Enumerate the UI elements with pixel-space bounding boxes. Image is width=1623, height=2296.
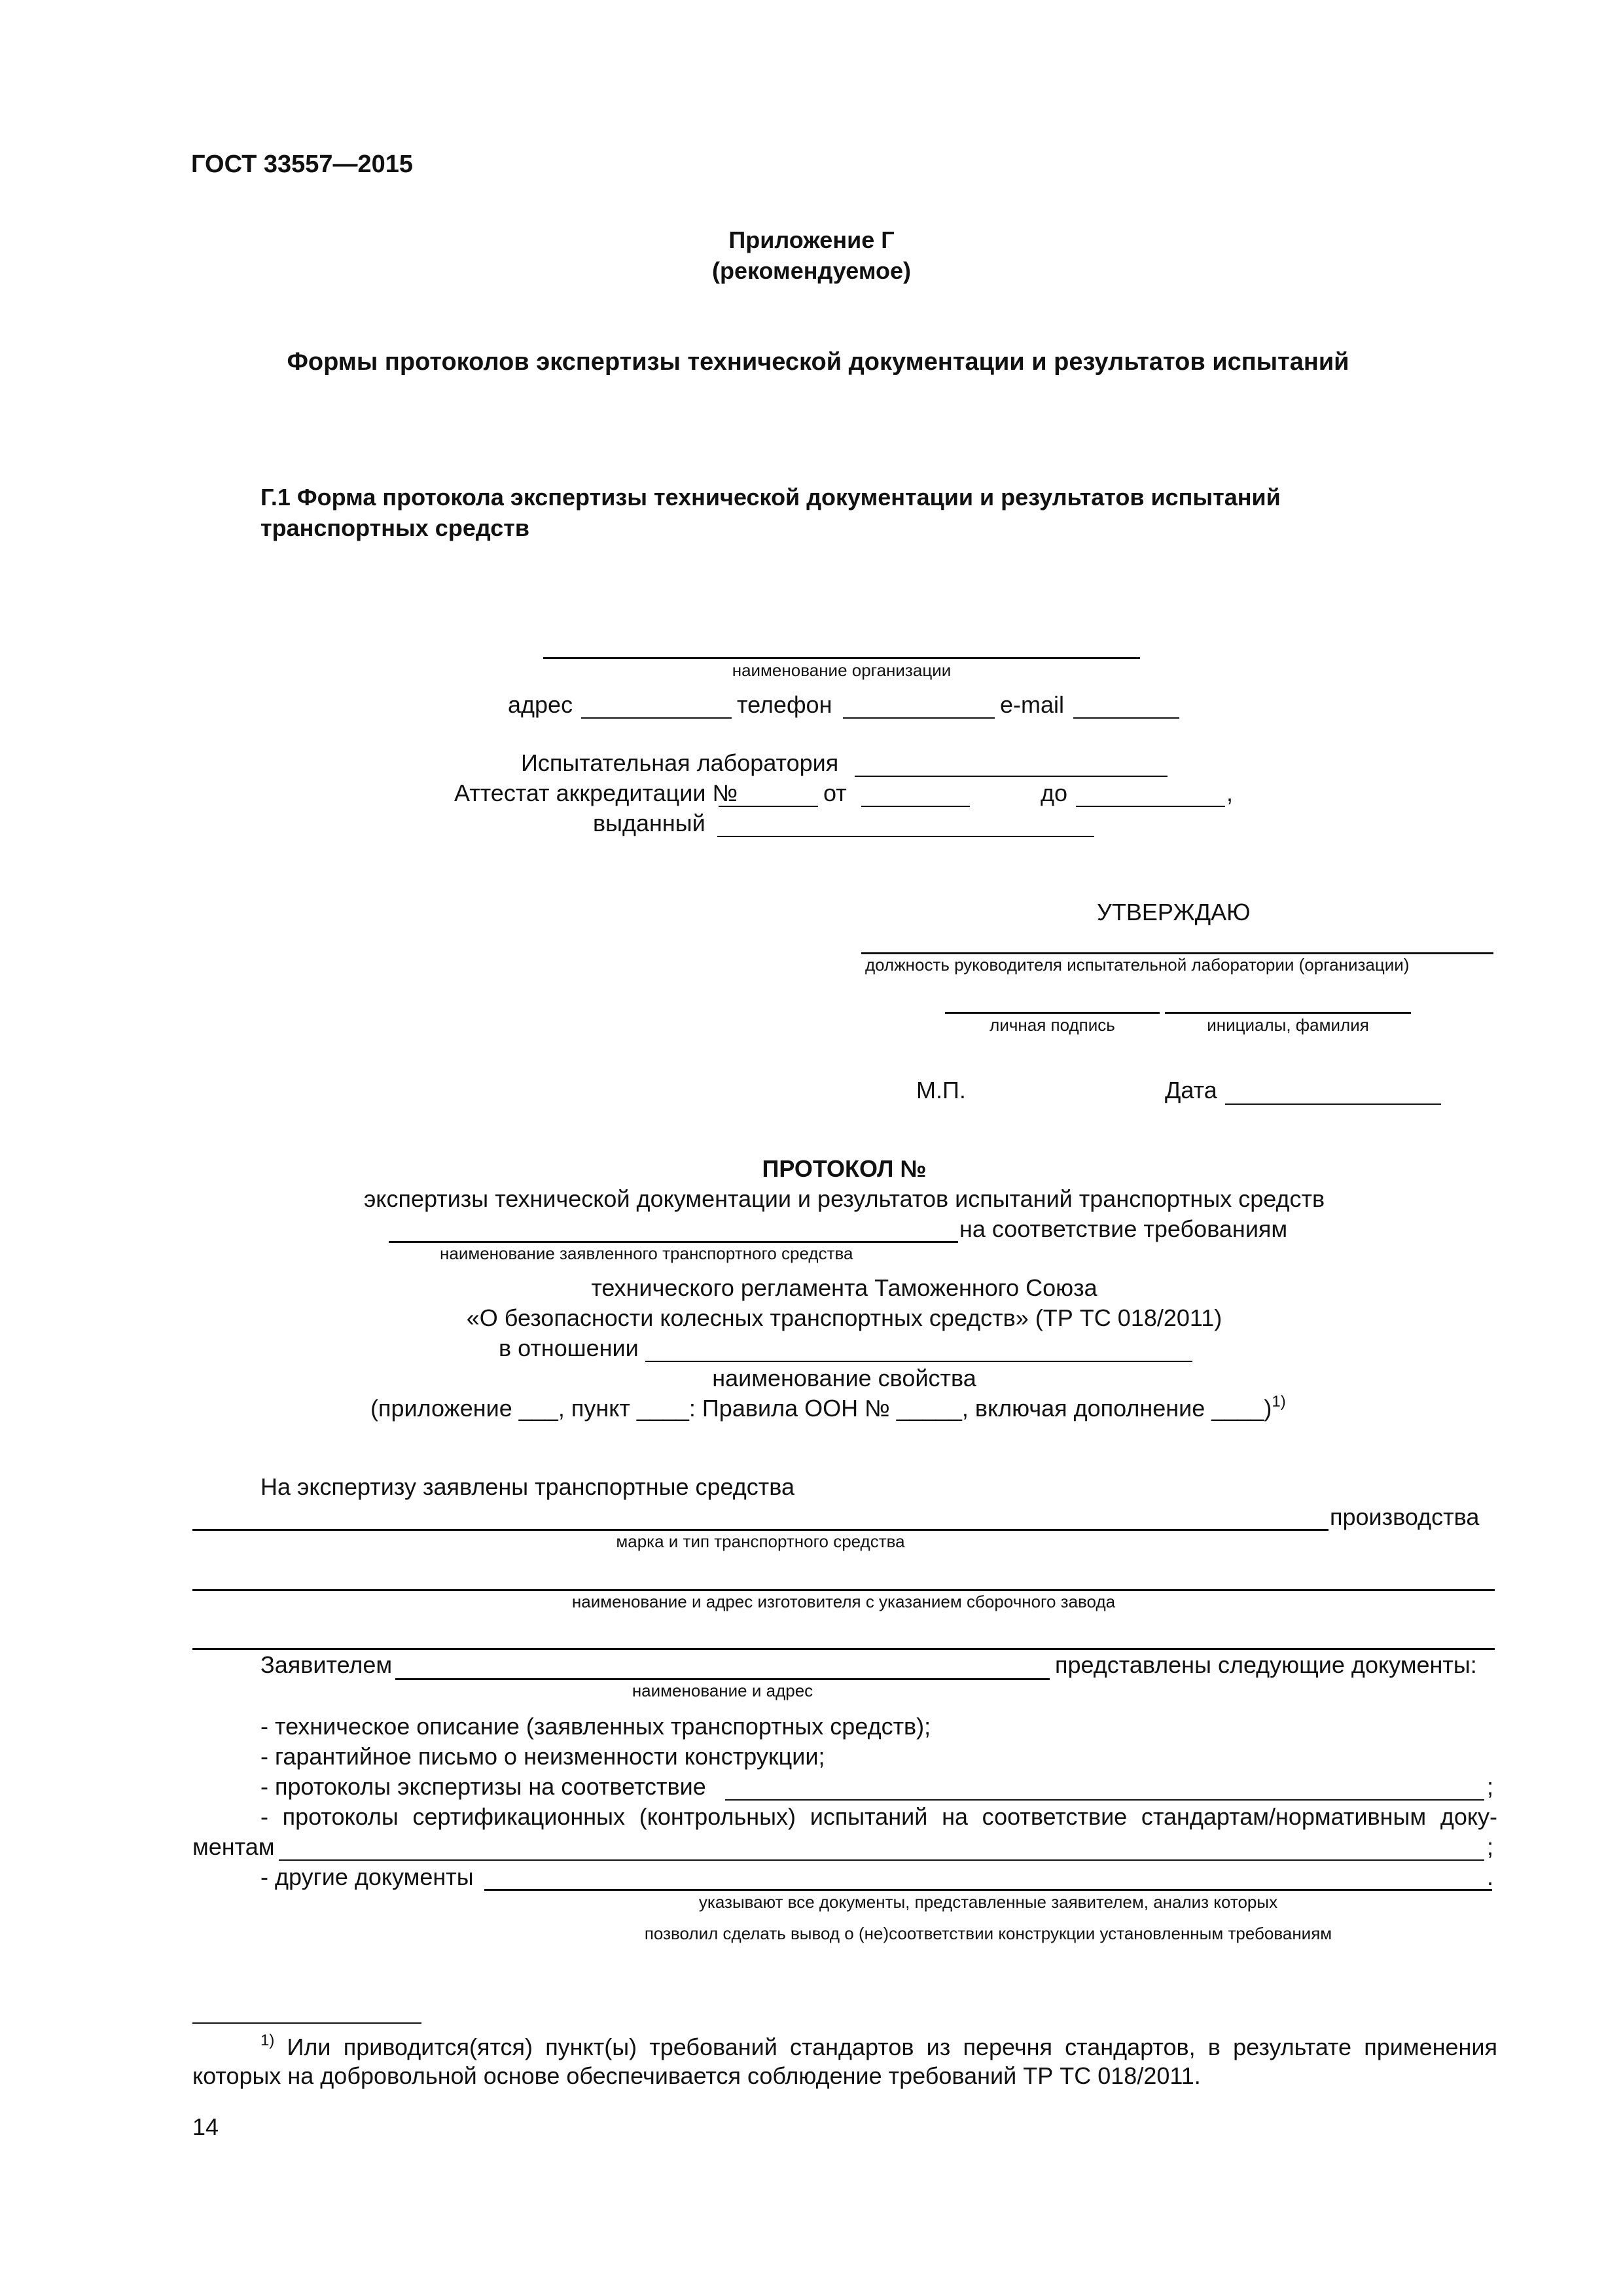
phone-field[interactable] [843, 717, 995, 719]
brand-caption: марка и тип транспортного средства [616, 1532, 905, 1551]
initials-line[interactable] [1165, 1012, 1411, 1014]
appendix-status: (рекомендуемое) [712, 257, 911, 284]
email-label: e-mail [1000, 691, 1065, 718]
issued-field[interactable] [717, 836, 1094, 837]
submitted-text: На экспертизу заявлены транспортные средства [260, 1473, 795, 1500]
vehicle-name-caption: наименование заявленного транспортного средства [440, 1244, 853, 1263]
applicant-caption: наименование и адрес [632, 1681, 813, 1700]
accreditation-from-label: от [823, 780, 847, 806]
manufacturer-caption: наименование и адрес изготовителя с указанием сборочного завода [571, 1592, 1116, 1611]
accreditation-label: Аттестат аккредитации № [454, 780, 738, 806]
main-title: Формы протоколов экспертизы технической документации и результатов испытаний [287, 348, 1349, 376]
compliance-text: на соответствие требованиям [959, 1215, 1288, 1242]
address-label: адрес [508, 691, 573, 718]
seal-label: М.П. [916, 1077, 966, 1103]
docs-caption-line1: указывают все документы, представленные заявителем, анализ которых [698, 1892, 1278, 1912]
lab-label: Испытательная лаборатория [521, 749, 839, 776]
email-field[interactable] [1073, 717, 1179, 719]
docs-provided-text: представлены следующие документы: [1055, 1651, 1477, 1678]
applicant-label: Заявителем [260, 1651, 393, 1678]
protocol-subtitle: экспертизы технической документации и результатов испытаний транспортных средств [363, 1185, 1325, 1212]
separator-line [192, 1648, 1495, 1650]
production-text: производства [1330, 1503, 1480, 1530]
date-field[interactable] [1225, 1103, 1441, 1105]
regarding-label: в отношении [499, 1335, 639, 1361]
address-field[interactable] [581, 717, 732, 719]
accreditation-from-field[interactable] [861, 806, 970, 807]
doc-item-expertise-protocols: - протоколы экспертизы на соответствие [260, 1773, 706, 1800]
docs-caption-line2: позволил сделать вывод о (не)соответствии конструкции установленным требованиям [644, 1924, 1332, 1943]
initials-caption: инициалы, фамилия [1207, 1015, 1369, 1035]
footnote-separator [192, 2022, 421, 2024]
org-name-line[interactable] [543, 657, 1140, 659]
footnote-mark: 1) [260, 2032, 275, 2049]
doc-item-certification-protocols: - протоколы сертификационных (контрольных) испытаний на соответствие стандартам/нормативным доку- [260, 1803, 1497, 1830]
signature-caption: личная подпись [990, 1015, 1115, 1035]
doc-item-tech-description: - техническое описание (заявленных транспортных средств); [260, 1713, 931, 1740]
position-caption: должность руководителя испытательной лаборатории (организации) [865, 955, 1410, 975]
property-caption: наименование свойства [712, 1365, 976, 1391]
property-field[interactable] [645, 1361, 1192, 1362]
signature-line[interactable] [945, 1012, 1160, 1014]
regulation-line1: технического регламента Таможенного Союза [591, 1274, 1097, 1301]
expertise-protocols-field[interactable] [725, 1799, 1484, 1801]
doc-item-guarantee-letter: - гарантийное письмо о неизменности конструкции; [260, 1743, 825, 1770]
lab-field[interactable] [855, 776, 1168, 777]
phone-label: телефон [737, 691, 832, 718]
certification-protocols-field[interactable] [279, 1859, 1484, 1861]
org-name-caption: наименование организации [732, 660, 952, 680]
accreditation-number-field[interactable] [719, 806, 818, 807]
other-documents-field[interactable] [484, 1889, 1492, 1891]
annex-line: (приложение ___, пункт ____: Правила ООН № _____, включая дополнение ____)$^{1)}$ [370, 1393, 1286, 1422]
semicolon-2: ; [1487, 1833, 1494, 1860]
doc-item-certification-protocols-cont: ментам [192, 1833, 275, 1860]
footnote-reference: 1) [1272, 1393, 1286, 1410]
doc-item-other: - другие документы [260, 1863, 474, 1890]
section-title-line2: транспортных средств [260, 514, 529, 541]
accreditation-to-label: до [1041, 780, 1068, 806]
comma: , [1226, 780, 1234, 806]
issued-label: выданный [593, 810, 705, 836]
footnote-line2: которых на добровольной основе обеспечивается соблюдение требований ТР ТС 018/2011. [192, 2062, 1201, 2089]
approve-label: УТВЕРЖДАЮ [1097, 899, 1251, 925]
semicolon-1: ; [1487, 1773, 1494, 1800]
page-number: 14 [192, 2113, 219, 2140]
protocol-title: ПРОТОКОЛ № [762, 1155, 927, 1182]
section-title-line1: Г.1 Форма протокола экспертизы технической документации и результатов испытаний [260, 484, 1281, 511]
accreditation-to-field[interactable] [1076, 806, 1225, 807]
appendix-title: Приложение Г [728, 226, 895, 253]
document-header: ГОСТ 33557—2015 [191, 151, 414, 178]
period: . [1487, 1863, 1494, 1890]
regulation-line2: «О безопасности колесных транспортных средств» (ТР ТС 018/2011) [466, 1304, 1222, 1331]
date-label: Дата [1165, 1077, 1217, 1103]
footnote-line1: $^{1)}$ Или приводится(ятся) пункт(ы) требований стандартов из перечня стандартов, в результате применения [260, 2032, 1497, 2060]
